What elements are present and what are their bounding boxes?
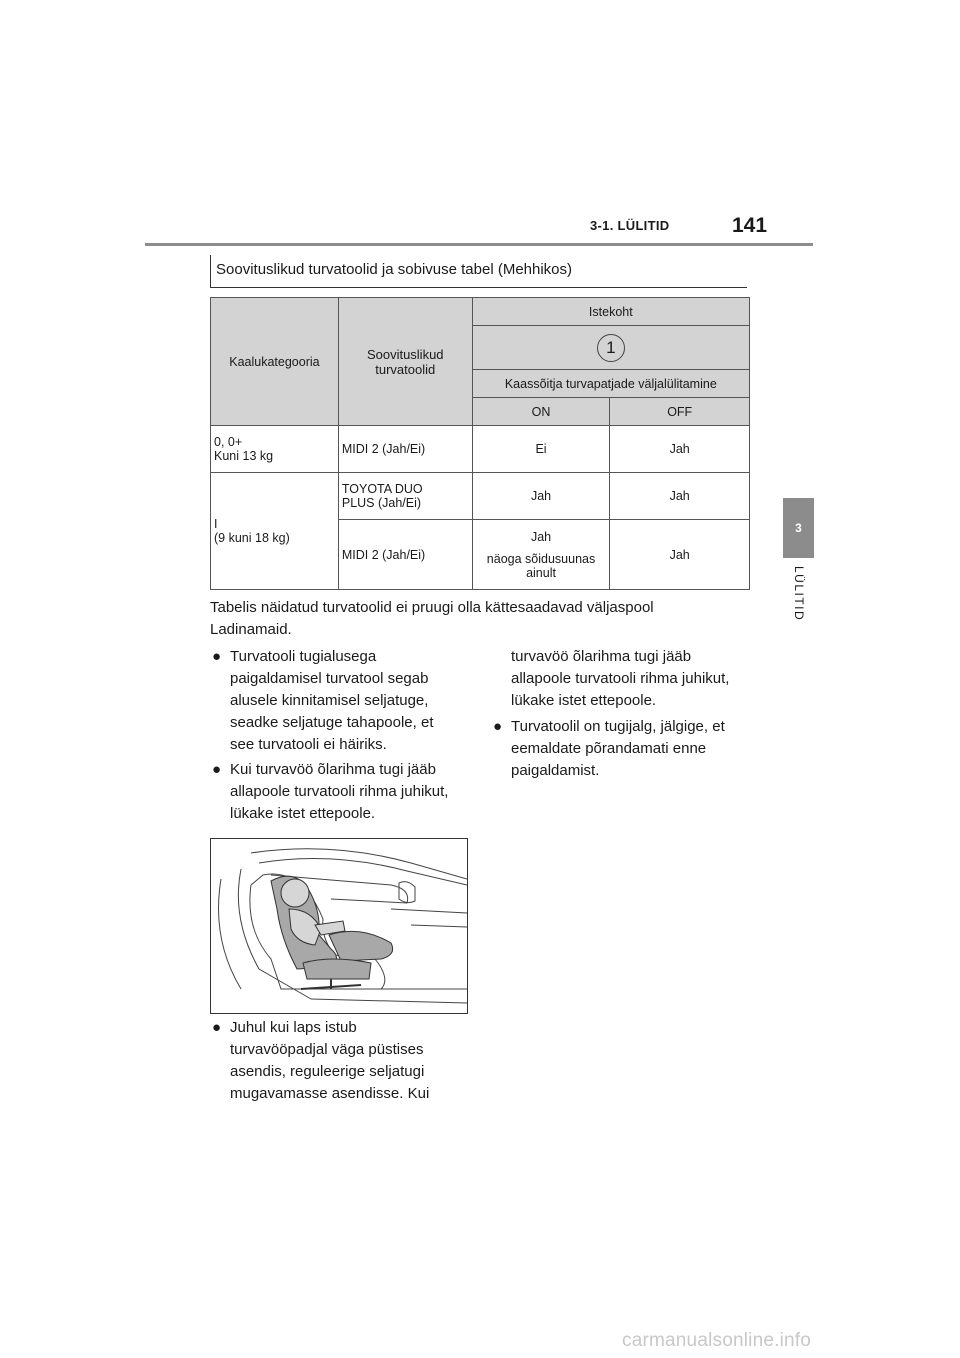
- bullet-icon: ●: [212, 648, 222, 665]
- bullet-icon: ●: [212, 1019, 222, 1036]
- list-item: [212, 646, 482, 758]
- chapter-tab: 3: [783, 498, 814, 558]
- on-column-header: ON: [472, 398, 610, 426]
- weight-category-header: Kaalukategooria: [211, 298, 339, 426]
- child-seat-compatibility-table: [210, 297, 750, 590]
- position-one-icon: 1: [597, 334, 625, 362]
- bullet-icon: ●: [493, 718, 503, 735]
- weight-cell: I (9 kuni 18 kg): [211, 473, 339, 590]
- table-footnote: Tabelis näidatud turvatoolid ei pruugi olla kättesaadavad väljaspool Ladinamaid.: [210, 599, 654, 638]
- airbag-deactivation-header: Kaassõitja turvapatjade väljalülitamine: [472, 370, 749, 398]
- seating-position-number: [472, 326, 749, 370]
- weight-cell: 0, 0+ Kuni 13 kg: [211, 426, 339, 473]
- on-cell: Jah: [472, 473, 610, 520]
- list-item: [493, 716, 761, 786]
- list-item: [212, 759, 482, 829]
- bullet-text: Turvatooli tugialusega paigaldamisel turvatool segab alusele kinnitamisel seljatuge, seadke seljatuge tahapoole, et see turvatooli ei häiriks.: [230, 648, 434, 753]
- bullet-text: Juhul kui laps istub turvavööpadjal väga püstises asendis, reguleerige seljatugi mugavamasse asendisse. Kui: [230, 1019, 430, 1102]
- page-number: 141: [732, 214, 768, 237]
- on-cell: Jah näoga sõidusuunas ainult: [472, 520, 610, 590]
- header-divider: [145, 243, 813, 246]
- child-seat-illustration: [210, 838, 468, 1014]
- off-column-header: OFF: [610, 398, 750, 426]
- table-heading: Soovituslikud turvatoolid ja sobivuse tabel (Mehhikos): [216, 261, 573, 278]
- bullet-icon: ●: [212, 761, 222, 778]
- off-cell: Jah: [610, 520, 750, 590]
- recommended-seats-header: Soovituslikud turvatoolid: [338, 298, 472, 426]
- chapter-name: LÜLITID: [792, 566, 806, 622]
- bullet-text: Turvatoolil on tugijalg, jälgige, et eemaldate põrandamati enne paigaldamist.: [511, 718, 725, 779]
- off-cell: Jah: [610, 473, 750, 520]
- seat-cell: TOYOTA DUO PLUS (Jah/Ei): [338, 473, 472, 520]
- bullet-text: Kui turvavöö õlarihma tugi jääb allapoole turvatooli rihma juhikut, lükake istet ettepoole.: [230, 761, 449, 822]
- off-cell: Jah: [610, 426, 750, 473]
- table-row: [211, 473, 750, 520]
- seat-cell: MIDI 2 (Jah/Ei): [338, 520, 472, 590]
- seat-cell: MIDI 2 (Jah/Ei): [338, 426, 472, 473]
- section-label: 3-1. LÜLITID: [590, 218, 670, 233]
- continued-paragraph: turvavöö õlarihma tugi jääb allapoole turvatooli rihma juhikut, lükake istet ettepoole.: [511, 648, 730, 709]
- list-item: [212, 1017, 482, 1109]
- table-row: [211, 426, 750, 473]
- on-cell: Ei: [472, 426, 610, 473]
- site-watermark: carmanualsonline.info: [622, 1330, 812, 1351]
- seating-position-header: Istekoht: [472, 298, 749, 326]
